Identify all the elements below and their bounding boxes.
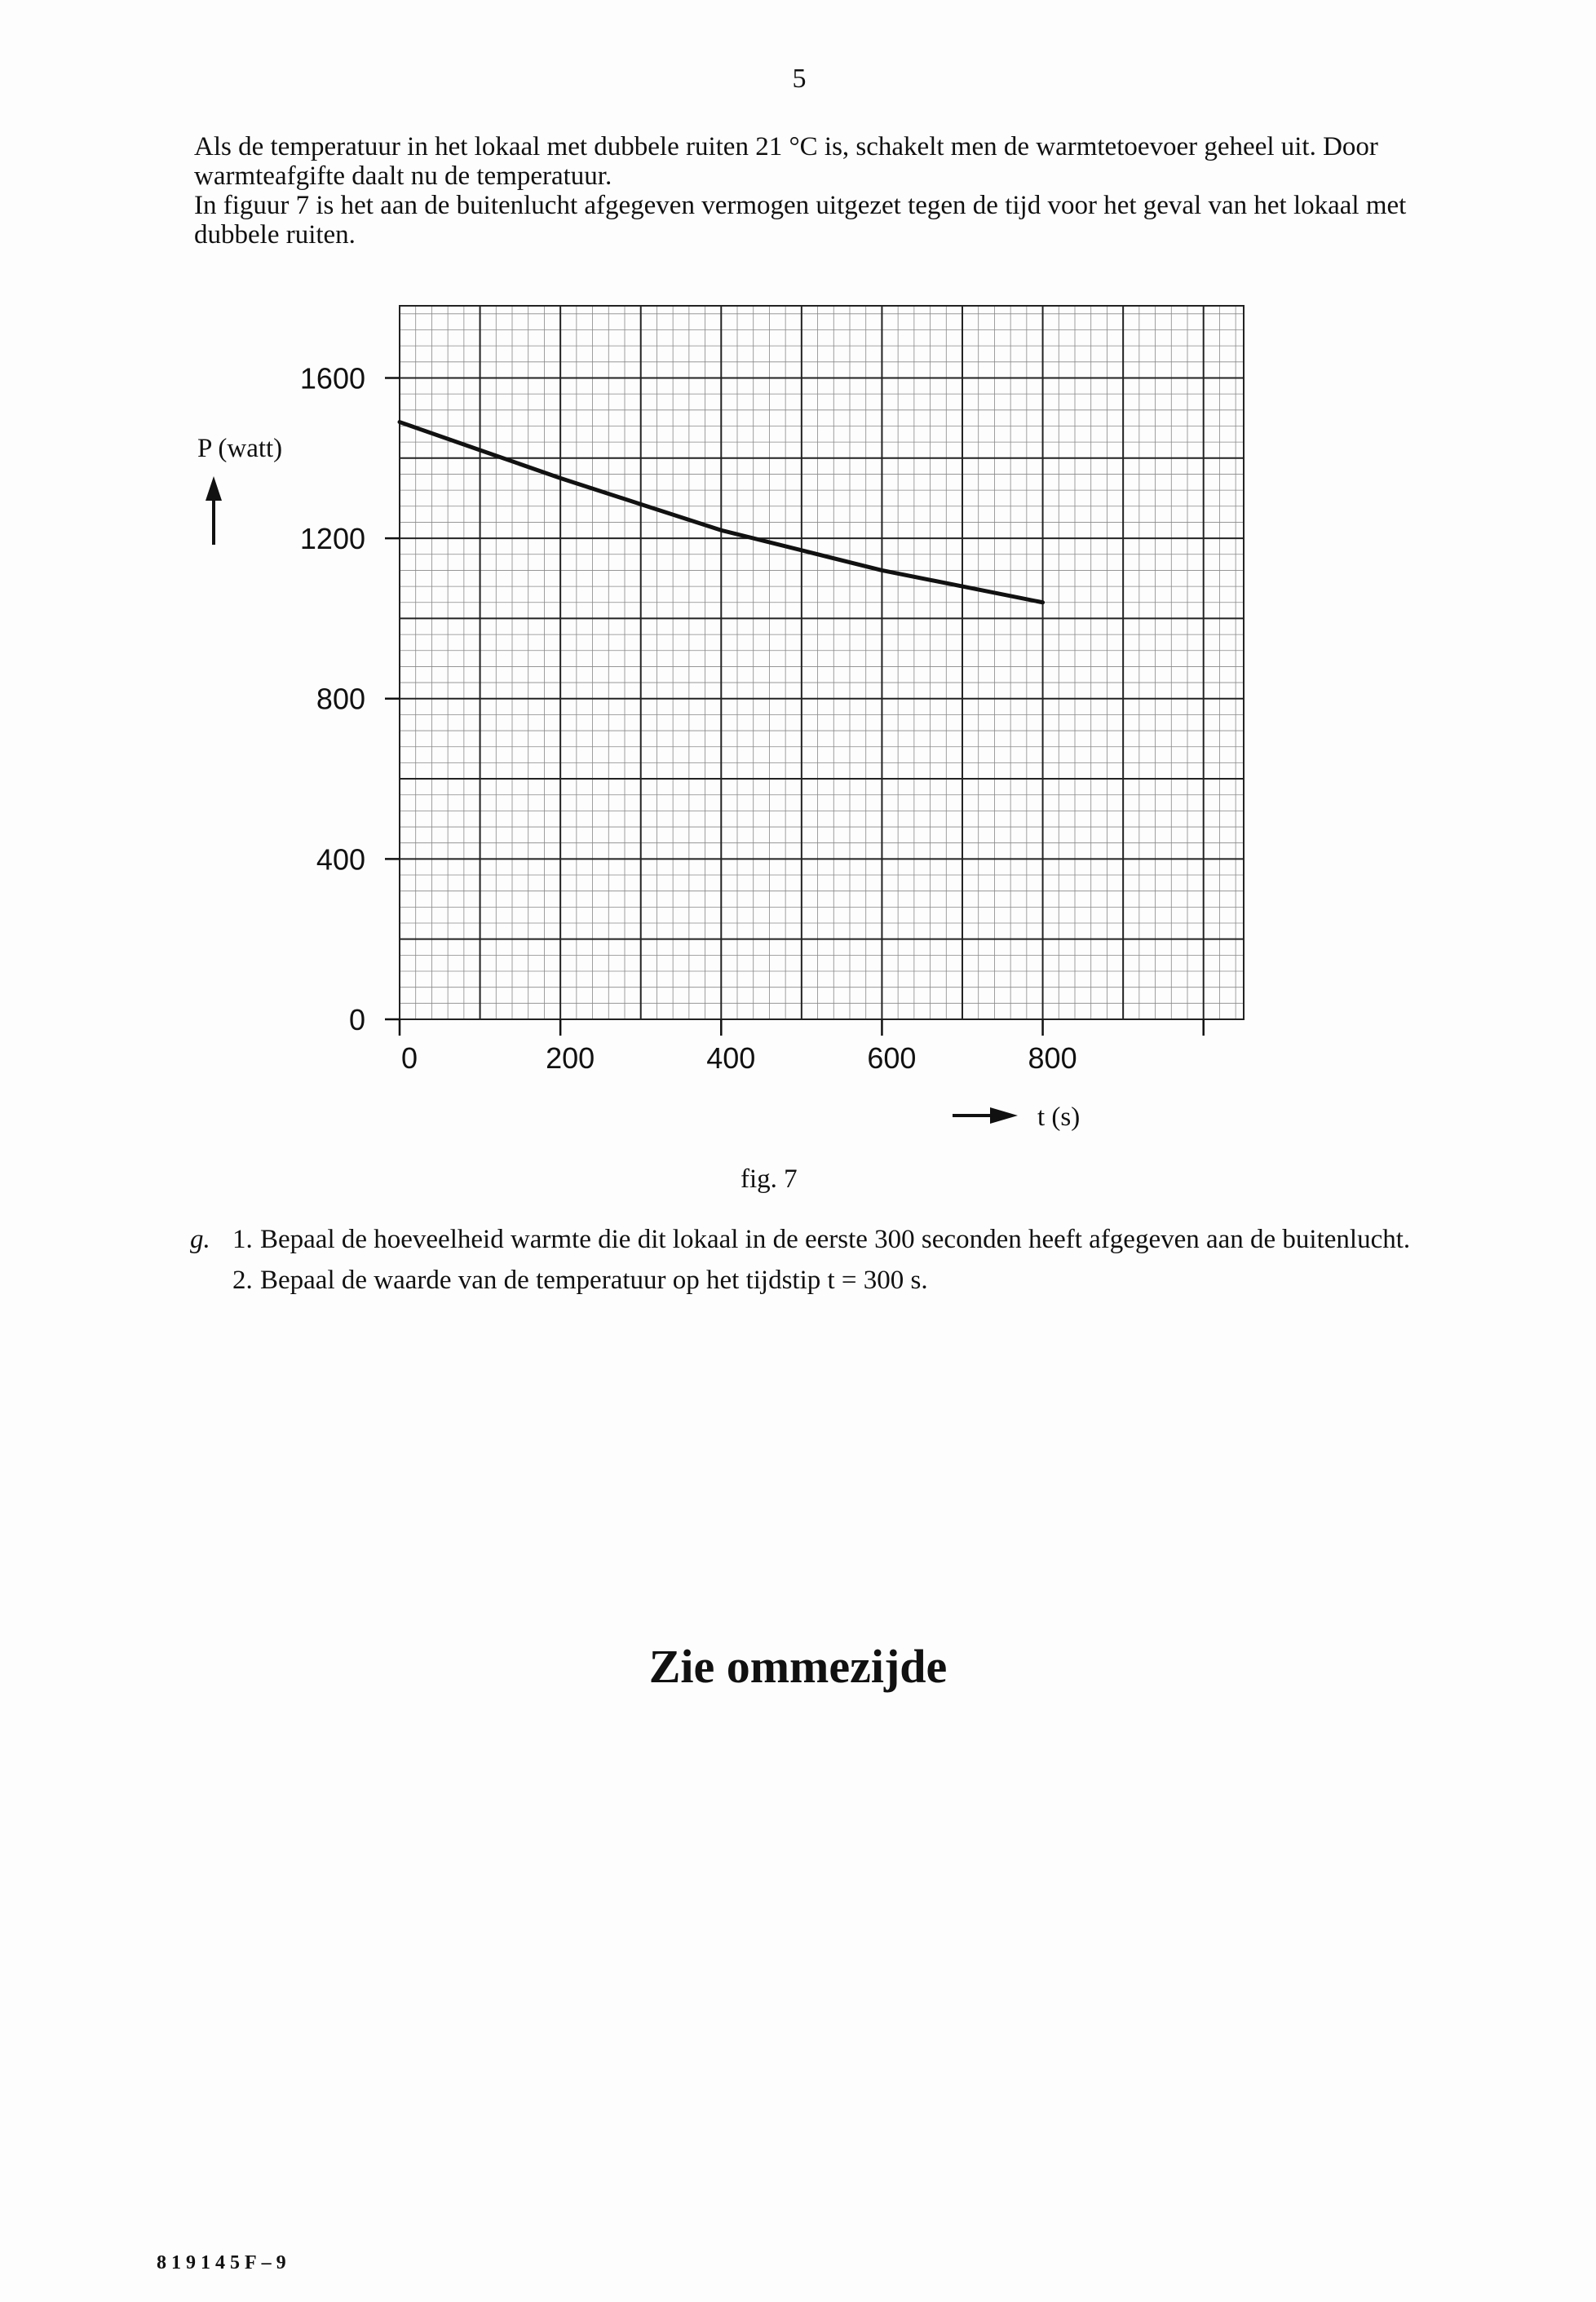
y-tick-label: 800 [316,682,365,716]
footer-title: Zie ommezijde [648,1640,948,1693]
question-prefix: g. [190,1225,210,1254]
questions [190,1225,1462,1295]
question-text: Bepaal de hoeveelheid warmte die dit lokaal in de eerste 300 seconden heeft afgegeven aan de buitenlucht. [260,1225,1411,1254]
y-axis-arrow-icon [206,476,222,501]
grid-major [400,306,1244,1019]
question-item [190,1225,1462,1254]
y-axis-label: P (watt) [197,434,283,463]
figure-caption: fig. 7 [741,1164,798,1194]
plot-frame [400,306,1244,1019]
x-tick-label: 0 [400,1041,418,1075]
tick-labels [300,361,1077,1075]
intro-paragraph: In figuur 7 is het aan de buitenlucht afgegeven vermogen uitgezet tegen de tijd voor het geval van het lokaal met dubbele ruiten. [194,191,1407,250]
question-item [190,1266,1462,1295]
y-tick-label: 1600 [299,361,365,395]
question-number: 2. [232,1266,253,1295]
question-text: Bepaal de waarde van de temperatuur op het tijdstip t = 300 s. [260,1266,928,1295]
y-tick-label: 0 [348,1003,365,1036]
y-tick-label: 1200 [299,522,365,556]
x-tick-label: 600 [867,1041,917,1075]
axis-ticks [385,378,1204,1036]
x-axis-arrow-icon [990,1107,1018,1124]
page-number: 5 [792,64,807,94]
x-axis-label: t (s) [1037,1102,1081,1132]
y-tick-label: 400 [316,842,365,877]
document-code: 819145F–9 [157,2252,291,2273]
x-tick-label: 200 [546,1041,595,1075]
grid-minor [400,306,1244,1019]
question-number: 1. [232,1225,253,1254]
intro-paragraph: Als de temperatuur in het lokaal met dubbele ruiten 21 °C is, schakelt men de warmtetoevoer geheel uit. Door warmteafgifte daalt nu de temperatuur. [194,132,1378,191]
x-tick-label: 400 [706,1041,756,1075]
x-tick-label: 800 [1028,1041,1077,1075]
